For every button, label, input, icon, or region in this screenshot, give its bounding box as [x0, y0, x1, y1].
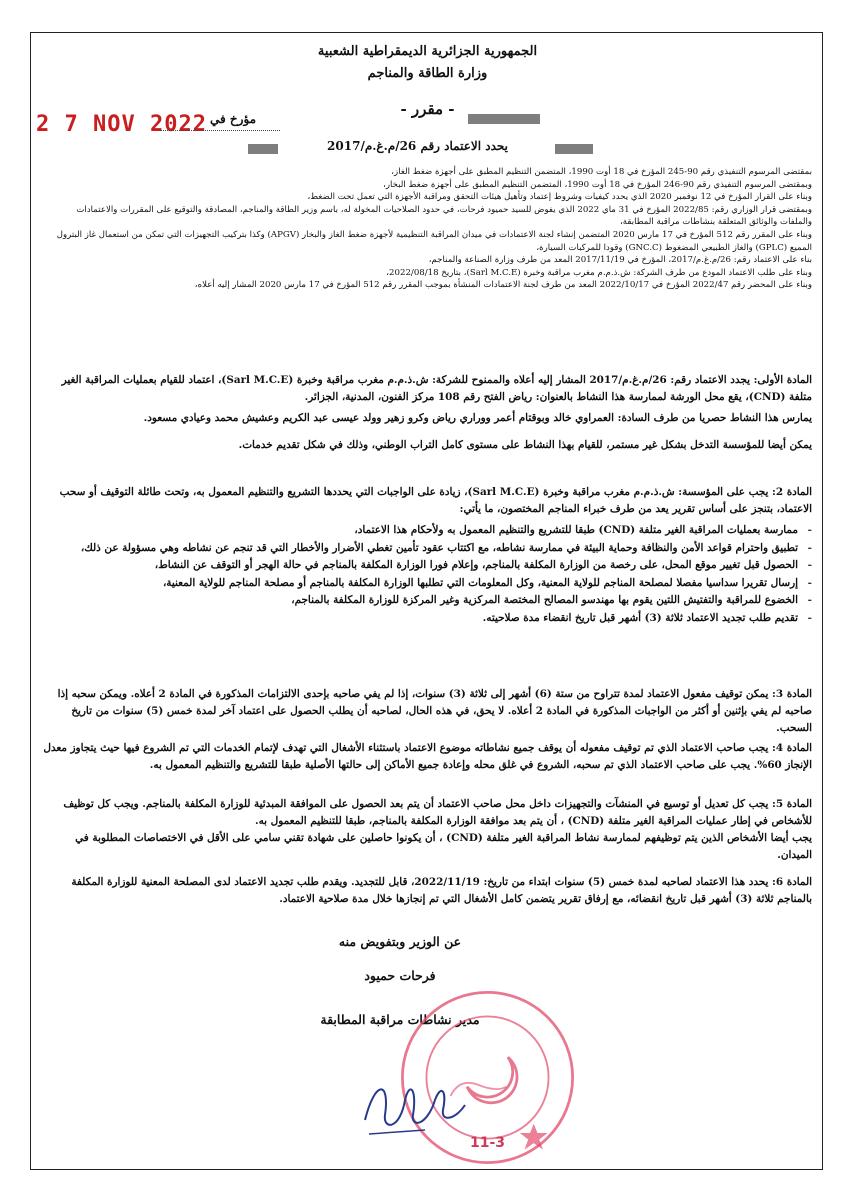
article-1-paragraph: المادة الأولى: يجدد الاعتماد رقم: 26/م.غ.م/2017 المشار إليه أعلاه والممنوح للشركة: ش.ذ.م.م مغرب مراقبة وخبرة (Sarl M.C.E)، اعتماد للقيام بعمليات المراقبة الغير متلفة (CND)، يقع محل الورشة لممارسة هذا النشاط بالعنوان: رياض الفتح رقم 108 مركز الفنون، المدنية، الجزائر. [61, 374, 812, 403]
article-1-operators: يمارس هذا النشاط حصريا من طرف السادة: العمراوي خالد وبوقتام أعمر ووراري رياض وكرو زهير وولد عيسى عبد الكريم وعشيش محمد وعيادي مسعود. [143, 412, 812, 424]
article-6: المادة 6: يحدد هذا الاعتماد لصاحبه لمدة خمس (5) سنوات ابتداء من تاريخ: 2022/11/19، قابل للتجديد. ويقدم طلب تجديد الاعتماد لدى المصلحة المعنية للوزارة المكلفة بالمناجم ثلاثة (3) أشهر قبل تاريخ انقضائه، مع إرفاق تقرير يتضمن كامل الأشغال التي تم إنجازها خلال مدة صلاحية الاعتماد. [71, 876, 812, 905]
preamble-item: وبناء على طلب الاعتماد المودع من طرف الشركة: ش.ذ.م.م مغرب مراقبة وخبرة (Sarl M.C.E)، بتاريخ 2022/08/18، [386, 267, 812, 278]
preamble-item: وبناء على القرار المؤرخ في 12 نوفمبر 2020 الذي يحدد كيفيات وشروط إعتماد وتأهيل هيئات التحقق ومراقبة الأجهزة التي تعمل تحت الضغط، [307, 192, 812, 203]
handwritten-signature [355, 1060, 475, 1150]
article-2 [42, 484, 812, 627]
signatory-title: مدير نشاطات مراقبة المطابقة [320, 1012, 480, 1027]
redaction-bar-left [248, 144, 278, 154]
signatory-name: فرحات حميود [364, 968, 436, 983]
preamble-item: بمقتضى المرسوم التنفيذي رقم 90-245 المؤرخ في 18 أوت 1990، المتضمن التنظيم المطبق على أجهزة ضغط الغاز، [391, 167, 812, 177]
date-stamp: 2 7 NOV 2022 [36, 112, 207, 137]
preamble-item: بناء على الاعتماد رقم: 26/م.غ.م/2017، المؤرخ في 2017/11/19 المعد من طرف وزارة الصناعة والمناجم، [428, 255, 812, 266]
date-dotted-line [160, 130, 280, 131]
redaction-bar-right [555, 144, 593, 154]
list-item: - الحصول قبل تغيير موقع المحل، على رخصة من الوزارة المكلفة بالمناجم، وإعلام فورا الوزارة المكلفة بالمناجم في حالة الهجر أو التوقف عن النشاط، [42, 557, 812, 575]
list-item: - تطبيق واحترام قواعد الأمن والنظافة وحماية البيئة في ممارسة نشاطه، مع اكتتاب عقود تأمين تغطي الأضرار والأخطار التي قد تنجم عن نشاطه وهي مسؤولة عن ذلك، [42, 540, 812, 558]
preamble-item: وبمقتضى قرار الوزاري رقم: 2022/85 المؤرخ في 31 ماي 2022 الذي يفوض للسيد حميود فرحات، في حدود الصلاحيات المخولة له، باسم وزير الطاقة والمناجم، المصادقة والتوقيع على المقررات والاعتمادات والملفات والوثائق المتعلقة بنشاطات مراقبة المطابقة، [76, 204, 812, 228]
list-item: - ممارسة بعمليات المراقبة الغير متلفة (CND) طبقا للتشريع والتنظيم المعمول به ولأحكام هذا الاعتماد، [42, 522, 812, 540]
preamble-item: وبناء على المقرر رقم 512 المؤرخ في 17 مارس 2020 المتضمن إنشاء لجنة الاعتمادات في ميدان المراقبة التنظيمية لأجهزة ضغط الغاز والبخار (APGV) وكذا بتركيب التجهيزات التي تمكن من استعمال غاز البترول المميع (GPLC) والغاز الطبيعي المضغوط (GNC.C) وقودا للمركبات السيارة، [56, 229, 812, 253]
republic-title: الجمهورية الجزائرية الديمقراطية الشعبية [317, 44, 538, 59]
seal-number: 11-3 [470, 1135, 506, 1151]
article-5-qualification: يجب أيضا الأشخاص الذين يتم توظيفهم لممارسة نشاط المراقبة الغير متلفة (CND) ، أن يكونوا حاصلين على شهادة تقني سامي على الأقل في الاختصاصات المطلوبة في الميدان. [75, 832, 812, 861]
article-4: المادة 4: يجب صاحب الاعتماد الذي تم توقيف مفعوله أن يوقف جميع نشاطاته موضوع الاعتماد باستثناء الأشغال التي تهدف لإتمام الخدمات التي تم الشروع فيها حيث يتجاوز معدل الإنجاز 60%. يجب على صاحب الاعتماد الذي تم سحبه، الشروع في غلق محله وإعادة جميع الأماكن إلى حالتها الأصلية طبقا للتشريع والتنظيم المعمول به. [43, 742, 812, 771]
article-1-scope: يمكن أيضا للمؤسسة التدخل بشكل غير مستمر، للقيام بهذا النشاط على مستوى كامل التراب الوطني، وذلك في شكل تقديم خدمات. [238, 439, 812, 451]
article-2-intro: المادة 2: يجب على المؤسسة: ش.ذ.م.م مغرب مراقبة وخبرة (Sarl M.C.E)، زيادة على الواجبات التي يحددها التشريع والتنظيم المعمول به، وتحت طائلة التوقيف أو سحب الاعتماد، بتنجز على أساس تقرير يعد من طرف خبراء المناجم المختصون، ما يأتي: [59, 486, 812, 515]
article-5-paragraph: المادة 5: يجب كل تعديل أو توسيع في المنشآت والتجهيزات داخل محل صاحب الاعتماد أن يتم بعد الحصول على الموافقة المبدئية للوزارة المكلفة بالمناجم. ويجب كل توظيف للأشخاص في إطار عمليات المراقبة الغير متلفة (CND) ، أن يتم بعد موافقة الوزارة المكلفة بالمناجم، طبقا للتنظيم المعمول به. [63, 798, 812, 827]
document-type: - مقرر - [400, 100, 455, 118]
article-3: المادة 3: يمكن توقيف مفعول الاعتماد لمدة تتراوح من ستة (6) أشهر إلى ثلاثة (3) سنوات، إذا لم يفي صاحبه بإحدى الالتزامات المذكورة في المادة 2 أعلاه. ويمكن سحبه إذا صاحبه لم يفي بإثنين أو أكثر من الواجبات المذكورة في المادة 2 أعلاه. لا يحق، في هذه الحال، لصاحبه أن يطلب الحصول على اعتماد آخر لمدة خمس (5) سنوات من تاريخ السحب. [57, 688, 812, 734]
list-item: - الخضوع للمراقبة والتفتيش اللتين يقوم بها مهندسو المصالح المختصة المركزية وغير المركزة للوزارة المكلفة بالمناجم، [42, 592, 812, 610]
redaction-bar [468, 114, 540, 124]
list-item: - تقديم طلب تجديد الاعتماد ثلاثة (3) أشهر قبل تاريخ انقضاء مدة صلاحيته. [42, 610, 812, 628]
signature-delegation: عن الوزير وبتفويض منه [338, 934, 462, 949]
list-item: - إرسال تقريرا سداسيا مفصلا لمصلحة المناجم للولاية المعنية، وكل المعلومات التي تطلبها الوزارة المكلفة بالمناجم أو مصلحة المناجم للولاية المعنية، [42, 575, 812, 593]
subject-line: يحدد الاعتماد رقم 26/م.غ.م/2017 [327, 139, 508, 153]
preamble-item: وبمقتضى المرسوم التنفيذي رقم 90-246 المؤرخ في 18 أوت 1990، المتضمن التنظيم المطبق على أجهزة ضغط البخار، [383, 179, 812, 190]
article-1 [42, 372, 812, 454]
obligations-list [42, 522, 812, 627]
preamble [42, 166, 812, 292]
preamble-item: وبناء على المحضر رقم 2022/47 المؤرخ في 2022/10/17 المعد من طرف لجنة الاعتمادات المنشأة بموجب المقرر رقم 512 المؤرخ في 17 مارس 2020 المشار إليه أعلاه، [194, 280, 812, 291]
article-5 [42, 796, 812, 864]
dated-label: مؤرخ في [210, 112, 257, 126]
ministry-title: وزارة الطاقة والمناجم [367, 66, 488, 81]
